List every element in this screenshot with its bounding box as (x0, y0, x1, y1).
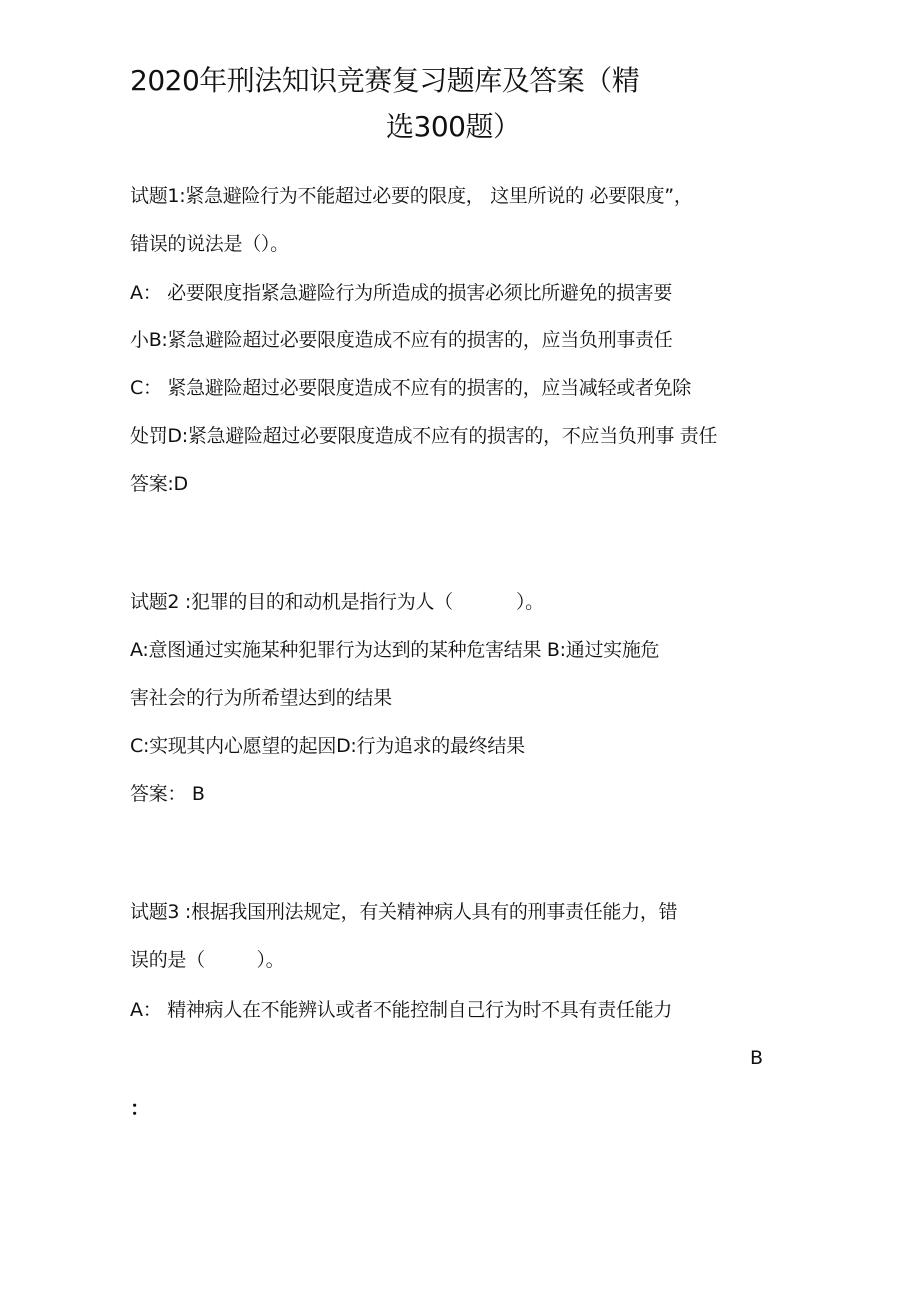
question-1-option-line-1: A： 必要限度指紧急避险行为所造成的损害必须比所避免的损害要 (130, 282, 673, 304)
question-2-option-line-2: 害社会的行为所希望达到的结果 (130, 687, 392, 709)
question-1-option-line-4: 处罚D:紧急避险超过必要限度造成不应有的损害的，不应当负刑事 责任 (130, 425, 718, 447)
question-3-stem-line-1: 试题3 :根据我国刑法规定，有关精神病人具有的刑事责任能力，错 (130, 901, 678, 923)
question-1-answer: 答案:D (130, 473, 188, 495)
question-1-stem-line-1: 试题1:紧急避险行为不能超过必要的限度， 这里所说的 必要限度”， (130, 185, 693, 207)
question-2-option-line-1: A:意图通过实施某种犯罪行为达到的某种危害结果 B:通过实施危 (130, 639, 660, 661)
question-1-option-line-2: 小B:紧急避险超过必要限度造成不应有的损害的，应当负刑事责任 (130, 329, 673, 351)
document-title-line-1: 2020年刑法知识竞赛复习题库及答案（精 (130, 64, 640, 97)
question-2-stem: 试题2 :犯罪的目的和动机是指行为人（ ）。 (130, 591, 544, 613)
question-3-option-b-colon: ： (130, 1096, 150, 1120)
question-2-option-line-3: C:实现其内心愿望的起因D:行为追求的最终结果 (130, 735, 525, 757)
document-title-line-2: 选300题） (386, 110, 521, 143)
question-2-answer: 答案： B (130, 783, 205, 805)
question-3-option-a: A： 精神病人在不能辨认或者不能控制自己行为时不具有责任能力 (130, 999, 673, 1021)
question-1-option-line-3: C： 紧急避险超过必要限度造成不应有的损害的，应当减轻或者免除 (130, 377, 692, 399)
question-1-stem-line-2: 错误的说法是（）。 (130, 233, 289, 255)
question-3-stem-line-2: 误的是（ ）。 (130, 949, 285, 971)
question-3-option-b-letter: B (750, 1047, 764, 1069)
